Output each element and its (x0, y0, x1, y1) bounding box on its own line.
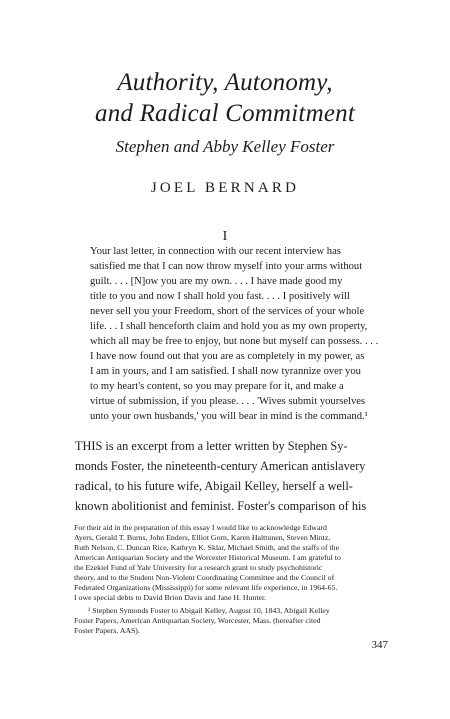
epigraph-line: life. . . I shall henceforth claim and hold you as my own property, (90, 321, 368, 332)
epigraph-line: Your last letter, in connection with our recent interview has (90, 246, 341, 257)
epigraph-line: virtue of submission, if you please. . . . 'Wives submit yourselves (90, 396, 366, 407)
footnote-line: ¹ Stephen Symonds Foster to Abigail Kelley, August 10, 1843, Abigail Kelley (88, 606, 330, 615)
epigraph-line: guilt. . . . [N]ow you are my own. . . . I have made good my (90, 276, 343, 287)
footnote-line: Federated Organizations (Mississippi) for some relevant life experience, in 1964-65. (74, 583, 338, 592)
footnote-line: Foster Papers, AAS). (74, 626, 140, 635)
footnote-line: I owe special debts to David Brion Davis and Jane H. Hunter. (74, 593, 267, 602)
footnote-line: Ayers, Gerald T. Burns, John Enders, Elliot Gorn, Karen Halttunen, Steven Mintz, (74, 533, 331, 542)
author-name: JOEL BERNARD (150, 180, 300, 196)
epigraph-line: I have now found out that you are as completely in my power, as (90, 351, 365, 362)
body-line: known abolitionist and feminist. Foster's comparison of his (75, 499, 367, 513)
epigraph-line: to my heart's content, so you may prepare for it, and make a (90, 381, 344, 392)
footnote-line: the Ezekiel Fund of Yale University for a research grant to study psychohistoric (74, 563, 323, 572)
article-title-line-1: Authority, Autonomy, (117, 69, 333, 96)
page-number: 347 (371, 639, 388, 651)
epigraph-line: I am in yours, and I am satisfied. I shall now tyrannize over you (90, 366, 361, 377)
epigraph-line: unto your own husbands,' you will bear in mind is the command.¹ (90, 411, 368, 422)
epigraph-line: never sell you your Freedom, short of the services of your whole (90, 306, 365, 317)
footnote-line: theory, and to the Student Non-Violent Coordinating Committee and the Council of (74, 573, 335, 582)
article-subtitle: Stephen and Abby Kelley Foster (115, 137, 335, 156)
footnote-line: American Antiquarian Society and the Worcester Historical Museum. I am grateful to (74, 553, 341, 562)
footnote-line: Ruth Nelson, C. Duncan Rice, Kathryn K. Sklar, Michael Smith, and the staffs of the (74, 543, 340, 552)
epigraph-line: which all may be free to enjoy, but none but myself can possess. . . . (90, 336, 379, 347)
section-number: I (222, 229, 228, 244)
body-line: THIS is an excerpt from a letter written by Stephen Sy- (75, 439, 348, 453)
epigraph-line: title to you and now I shall hold you fast. . . . I positively will (90, 291, 350, 302)
article-title-line-2: and Radical Commitment (95, 100, 355, 127)
body-line: radical, to his future wife, Abigail Kelley, herself a well- (75, 479, 353, 493)
body-line: monds Foster, the nineteenth-century American antislavery (75, 459, 366, 473)
footnote-line: For their aid in the preparation of this essay I would like to acknowledge Edward (74, 523, 327, 532)
footnote-line: Foster Papers, American Antiquarian Society, Worcester, Mass. (hereafter cited (74, 616, 321, 625)
epigraph-line: satisfied me that I can now throw myself into your arms without (90, 261, 363, 272)
